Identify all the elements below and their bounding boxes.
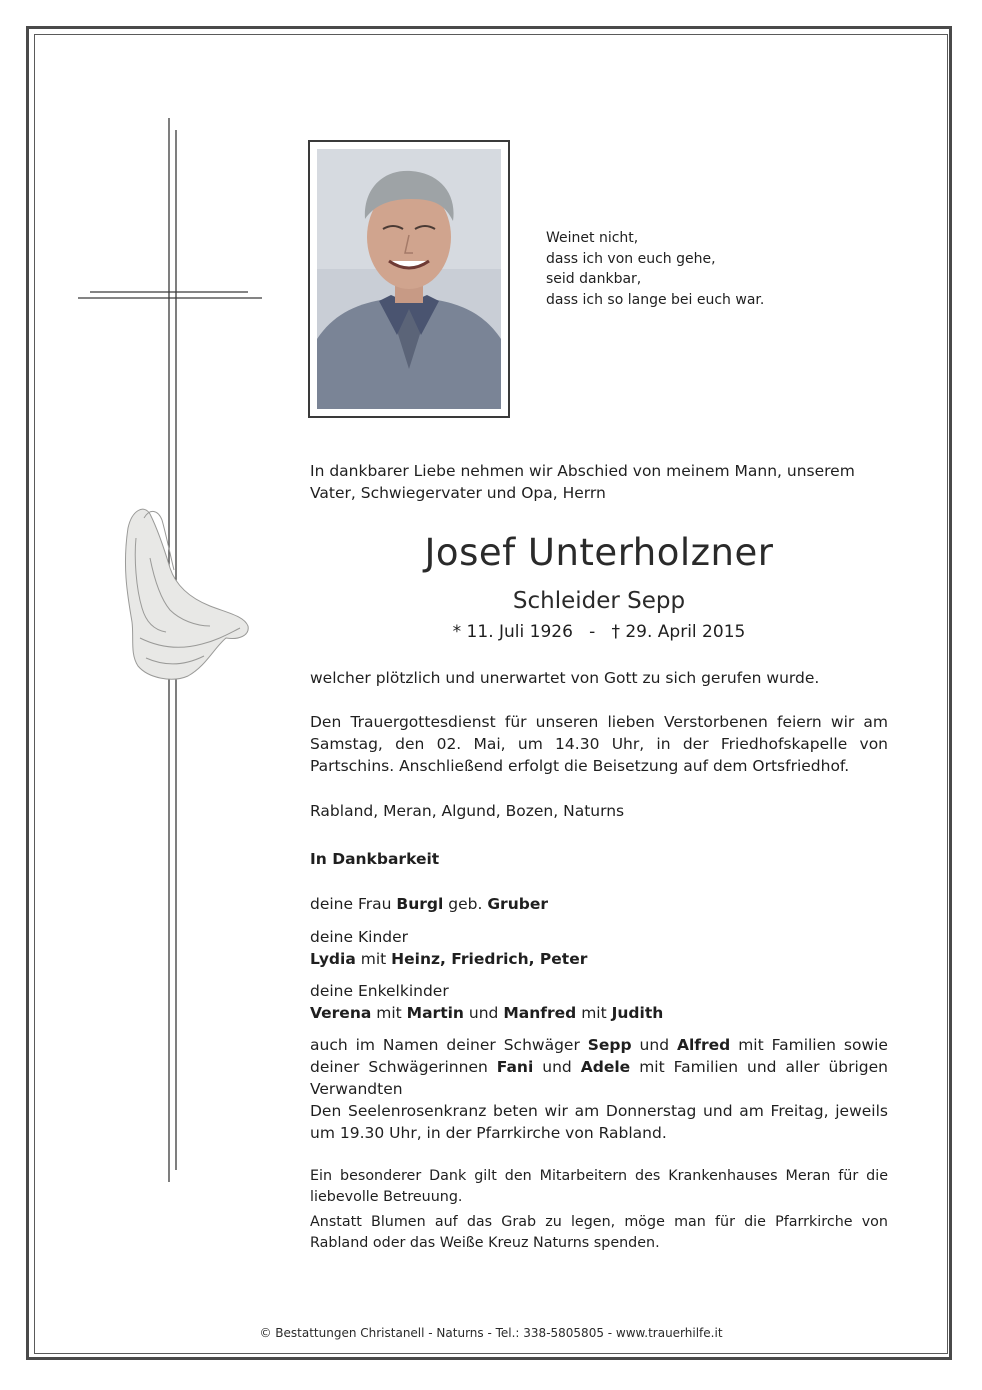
child-name: Lydia — [310, 950, 356, 968]
footer-credit: © Bestattungen Christanell - Naturns - Tel.: 338-5805805 - www.trauerhilfe.it — [259, 1326, 723, 1340]
funeral-service-text: Den Trauergottesdienst für unseren lieben Verstorbenen feiern wir am Samstag, den 02. Mai, um 14.30 Uhr, in der Friedhofskapelle von Partschins. Anschließend erfolgt die Beisetzung auf dem Ortsfriedhof. — [310, 713, 888, 775]
connector: mit — [360, 950, 387, 968]
relatives-fragment: mit Familien und aller übrigen Verwandten — [310, 1058, 888, 1098]
rosary-text: Den Seelenrosenkranz beten wir am Donnerstag und am Freitag, jeweils um 19.30 Uhr, in der Pfarrkirche von Rabland. — [310, 1102, 888, 1142]
wife-prefix: deine Frau — [310, 895, 392, 913]
flowers-note: Anstatt Blumen auf das Grab zu legen, möge man für die Pfarrkirche von Rabland oder das Weiße Kreuz Naturns spenden. — [310, 1214, 888, 1251]
wife-maiden-name: Gruber — [487, 895, 548, 913]
relatives-fragment: und — [639, 1036, 670, 1054]
poem-line: seid dankbar, — [546, 271, 642, 287]
special-thanks-text: Ein besonderer Dank gilt den Mitarbeitern des Krankenhauses Meran für die liebevolle Betreuung. — [310, 1168, 888, 1205]
poem-line: dass ich so lange bei euch war. — [546, 291, 765, 308]
poem — [546, 228, 764, 310]
portrait-frame — [308, 140, 510, 418]
praying-hands-icon — [110, 498, 255, 683]
relative-name: Adele — [580, 1058, 631, 1076]
relatives-text — [310, 1034, 888, 1100]
wife-mid: geb. — [448, 895, 483, 913]
relatives-fragment: auch im Namen deiner Schwäger — [310, 1036, 580, 1054]
relatives-fragment: und — [542, 1058, 572, 1076]
poem-line: dass ich von euch gehe, — [546, 250, 716, 267]
connector: und — [468, 1004, 499, 1022]
grandchild-name: Verena — [310, 1004, 372, 1022]
poem-line: Weinet nicht, — [546, 230, 639, 246]
deceased-name: Josef Unterholzner — [424, 531, 774, 574]
grandchildren-names — [310, 1002, 888, 1024]
grandchild-name: Judith — [611, 1004, 664, 1022]
wife-line — [310, 893, 888, 915]
wife-name: Burgl — [396, 895, 444, 913]
intro-text: In dankbarer Liebe nehmen wir Abschied von meinem Mann, unserem Vater, Schwiegervater und Opa, Herrn — [310, 462, 855, 502]
relatives-fragment: mit Familien sowie deiner Schwägerinnen — [310, 1036, 888, 1076]
children-names — [310, 948, 888, 970]
children-label: deine Kinder — [310, 928, 409, 946]
life-dates: * 11. Juli 1926 - † 29. April 2015 — [452, 622, 746, 642]
grandchild-name: Martin — [406, 1004, 464, 1022]
relative-name: Fani — [496, 1058, 534, 1076]
connector: mit — [376, 1004, 402, 1022]
relative-name: Sepp — [587, 1036, 632, 1054]
grandchildren-label: deine Enkelkinder — [310, 982, 449, 1000]
child-name: Heinz, Friedrich, Peter — [391, 950, 588, 968]
grandchild-name: Manfred — [503, 1004, 577, 1022]
sudden-death-text: welcher plötzlich und unerwartet von Gott zu sich gerufen wurde. — [310, 669, 820, 687]
children-block — [310, 926, 888, 970]
relative-name: Alfred — [676, 1036, 731, 1054]
places-text: Rabland, Meran, Algund, Bozen, Naturns — [310, 802, 625, 820]
thanks-heading: In Dankbarkeit — [310, 850, 440, 868]
deceased-nickname: Schleider Sepp — [512, 588, 686, 614]
connector: mit — [581, 1004, 607, 1022]
portrait-photo — [317, 149, 501, 409]
grandchildren-block — [310, 980, 888, 1024]
